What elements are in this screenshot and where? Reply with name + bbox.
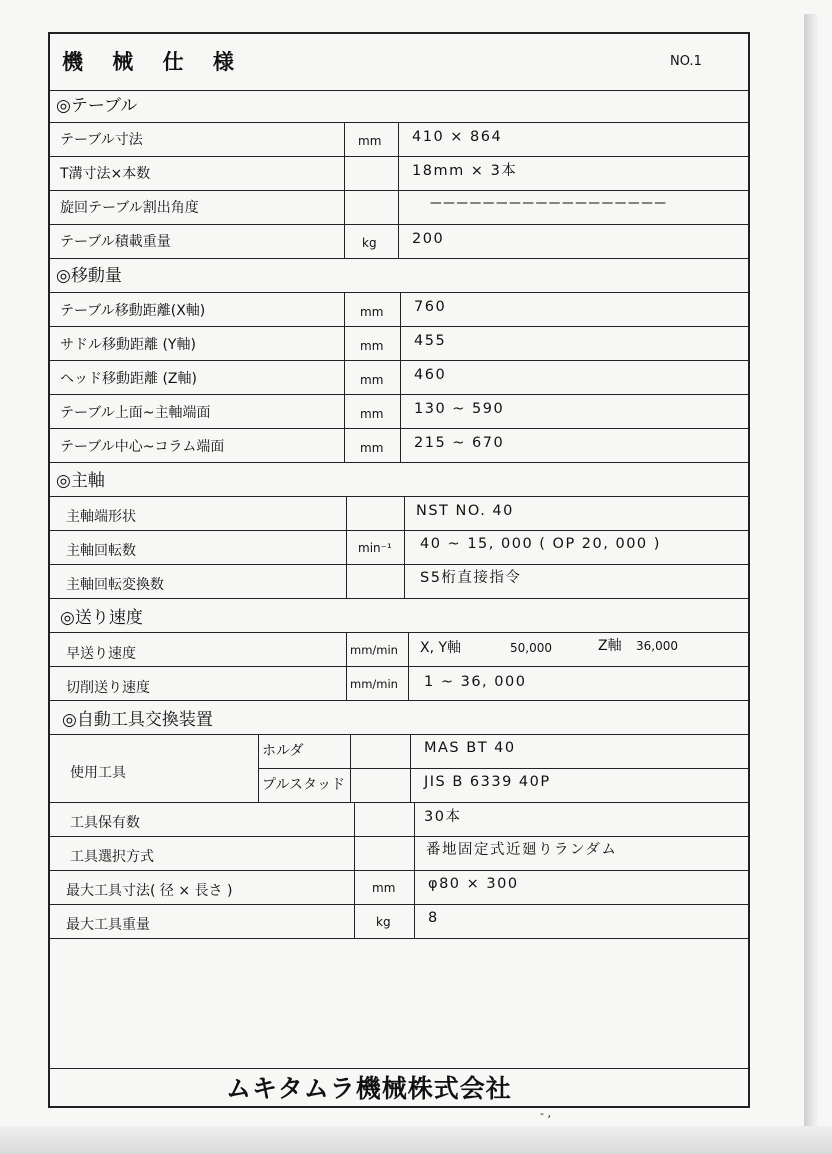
row-divider [49, 496, 750, 497]
section-atc-heading: ◎自動工具交換装置 [62, 710, 213, 730]
row-divider [49, 938, 750, 939]
row-value: 130 ~ 590 [414, 401, 505, 417]
rapid-z-label: Z軸 [598, 638, 622, 654]
row-unit: mm [360, 441, 384, 455]
scan-mark: - , [540, 1107, 551, 1120]
row-unit: kg [376, 915, 391, 929]
row-unit: mm/min [350, 677, 398, 691]
row-value: 8 [428, 910, 439, 926]
pull-stud-label: プルスタッド [262, 777, 346, 793]
row-divider [49, 802, 750, 803]
row-value: φ80 × 300 [428, 876, 519, 892]
rapid-z-value: 36,000 [636, 639, 678, 653]
rapid-xy-value: 50,000 [510, 641, 552, 655]
row-unit: min⁻¹ [358, 541, 392, 555]
row-divider [49, 632, 750, 633]
row-label: 切削送り速度 [66, 680, 150, 696]
row-value: S5桁直接指令 [420, 570, 522, 586]
row-label: 最大工具重量 [66, 917, 150, 933]
row-label: テーブル寸法 [60, 132, 143, 148]
row-divider [49, 156, 750, 157]
row-divider [49, 734, 750, 735]
section-table-heading: ◎テーブル [56, 96, 138, 116]
row-value: 460 [414, 367, 447, 383]
row-value: 番地固定式近廻りランダム [426, 842, 618, 858]
row-unit: mm [360, 407, 384, 421]
row-unit: mm [358, 134, 382, 148]
row-label: T溝寸法×本数 [60, 166, 151, 182]
row-label: 主軸回転数 [66, 543, 136, 559]
column-divider [354, 802, 355, 938]
row-divider [49, 224, 750, 225]
row-unit: mm [360, 305, 384, 319]
row-label: テーブル中心~コラム端面 [60, 439, 225, 455]
row-divider [49, 700, 750, 701]
column-divider [346, 496, 347, 598]
holder-label: ホルダ [262, 743, 304, 759]
row-divider [49, 122, 750, 123]
spec-table-border [48, 32, 750, 1108]
row-unit: mm/min [350, 643, 398, 657]
row-value: —————————————————— [430, 195, 668, 211]
row-label: テーブル上面~主軸端面 [60, 405, 211, 421]
row-label: 工具保有数 [70, 815, 140, 831]
row-value: 40 ~ 15, 000 ( OP 20, 000 ) [420, 536, 661, 552]
row-label: 主軸端形状 [66, 509, 136, 525]
row-value: 200 [412, 231, 445, 247]
row-label: 最大工具寸法( 径 × 長さ ) [66, 883, 233, 899]
row-value: 410 × 864 [412, 129, 503, 145]
row-label: テーブル移動距離(X軸) [60, 303, 206, 319]
row-label: サドル移動距離 (Y軸) [60, 337, 196, 353]
row-label: テーブル積載重量 [60, 234, 171, 250]
row-divider [49, 1068, 750, 1069]
column-divider [344, 122, 345, 258]
row-value: 30本 [424, 809, 462, 825]
row-divider [49, 530, 750, 531]
rapid-xy-label: X, Y軸 [420, 640, 462, 656]
column-divider [398, 122, 399, 258]
row-value: 18mm × 3本 [412, 163, 518, 179]
row-unit: mm [360, 373, 384, 387]
row-divider [258, 768, 750, 769]
column-divider [404, 496, 405, 598]
row-value: 455 [414, 333, 447, 349]
row-value: 1 ~ 36, 000 [424, 674, 527, 690]
row-label: 工具選択方式 [70, 849, 154, 865]
tool-label: 使用工具 [70, 765, 126, 781]
row-divider [49, 904, 750, 905]
row-value: 760 [414, 299, 447, 315]
row-divider [49, 666, 750, 667]
section-feed-heading: ◎送り速度 [60, 608, 143, 628]
column-divider [346, 632, 347, 700]
row-label: 早送り速度 [66, 646, 136, 662]
row-divider [49, 462, 750, 463]
row-divider [49, 90, 750, 91]
column-divider [414, 802, 415, 938]
column-divider [408, 632, 409, 700]
page-number: NO.1 [670, 54, 702, 69]
column-divider [400, 292, 401, 462]
row-divider [49, 598, 750, 599]
row-unit: mm [360, 339, 384, 353]
column-divider [344, 292, 345, 462]
row-divider [49, 564, 750, 565]
row-unit: kg [362, 236, 377, 250]
row-label: 旋回テーブル割出角度 [60, 200, 199, 216]
company-name: ムキタムラ機械株式会社 [226, 1074, 512, 1103]
column-divider [350, 734, 351, 802]
row-divider [49, 870, 750, 871]
page-title: 機 械 仕 様 [62, 50, 245, 74]
row-divider [49, 258, 750, 259]
column-divider [258, 734, 259, 802]
row-value: 215 ~ 670 [414, 435, 505, 451]
row-label: 主軸回転変換数 [66, 577, 164, 593]
section-travel-heading: ◎移動量 [56, 266, 122, 286]
row-label: ヘッド移動距離 (Z軸) [60, 371, 197, 387]
holder-value: MAS BT 40 [424, 740, 516, 756]
row-divider [49, 836, 750, 837]
pull-stud-value: JIS B 6339 40P [424, 774, 551, 790]
column-divider [410, 734, 411, 802]
row-unit: mm [372, 881, 396, 895]
row-value: NST NO. 40 [416, 503, 514, 519]
row-divider [49, 190, 750, 191]
section-spindle-heading: ◎主軸 [56, 471, 105, 491]
